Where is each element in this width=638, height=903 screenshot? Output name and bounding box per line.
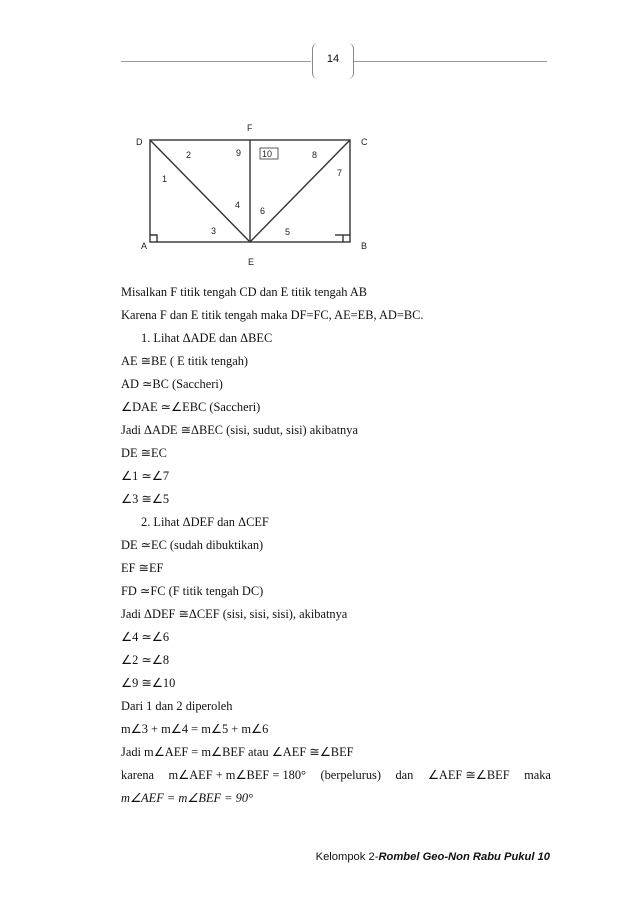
karena-word: karena bbox=[121, 768, 155, 782]
text-line: ∠9 ≅∠10 bbox=[121, 676, 176, 690]
angle-2-label: 2 bbox=[186, 150, 192, 160]
footer-italic: Rombel Geo-Non Rabu Pukul 10 bbox=[378, 851, 550, 863]
angle-3-label: 3 bbox=[211, 226, 217, 236]
text-line: Karena F dan E titik tengah maka DF=FC, AE=EB, AD=BC. bbox=[121, 308, 424, 322]
text-line: Jadi m∠AEF = m∠BEF atau ∠AEF ≅∠BEF bbox=[121, 745, 354, 759]
header-rule-left bbox=[121, 61, 311, 62]
header-rule-right bbox=[354, 61, 547, 62]
page-footer bbox=[310, 851, 550, 863]
footer-prefix: Kelompok 2- bbox=[315, 851, 379, 863]
text-line: AD ≃BC (Saccheri) bbox=[121, 377, 223, 391]
vertex-a-label: A bbox=[141, 241, 148, 251]
text-line: AE ≅BE ( E titik tengah) bbox=[121, 354, 249, 368]
text-line: m∠3 + m∠4 = m∠5 + m∠6 bbox=[121, 722, 269, 736]
text-line: ∠3 ≅∠5 bbox=[121, 492, 170, 506]
text-line: Dari 1 dan 2 diperoleh bbox=[121, 699, 233, 713]
text-line: ∠DAE ≃∠EBC (Saccheri) bbox=[121, 400, 261, 414]
text-line: Misalkan F titik tengah CD dan E titik tengah AB bbox=[121, 285, 368, 299]
vertex-c-label: C bbox=[361, 137, 368, 147]
right-angle-mark-a bbox=[150, 235, 157, 242]
step-2-heading: 2. Lihat ΔDEF dan ΔCEF bbox=[141, 515, 269, 529]
page-number: 14 bbox=[326, 53, 340, 65]
text-line: Jadi ΔADE ≅ΔBEC (sisi, sudut, sisi) akibatnya bbox=[121, 423, 358, 437]
angle-4-label: 4 bbox=[235, 200, 241, 210]
text-line: FD ≃FC (F titik tengah DC) bbox=[121, 584, 264, 598]
angle-6-label: 6 bbox=[260, 206, 266, 216]
text-line: ∠4 ≃∠6 bbox=[121, 630, 170, 644]
karena-line bbox=[121, 764, 551, 787]
karena-equation: m∠AEF + m∠BEF = 180° bbox=[168, 768, 306, 782]
conclusion-line: m∠AEF = m∠BEF = 90° bbox=[121, 791, 253, 805]
karena-maka: maka bbox=[524, 768, 551, 782]
karena-congruence: ∠AEF ≅∠BEF bbox=[427, 768, 510, 782]
saccheri-quadrilateral-figure bbox=[132, 118, 382, 268]
proof-text bbox=[121, 281, 551, 810]
karena-reason: (berpelurus) bbox=[320, 768, 382, 782]
text-line: ∠1 ≃∠7 bbox=[121, 469, 170, 483]
vertex-b-label: B bbox=[361, 241, 368, 251]
angle-5-label: 5 bbox=[285, 227, 291, 237]
karena-dan: dan bbox=[395, 768, 414, 782]
text-line: EF ≅EF bbox=[121, 561, 164, 575]
text-line: Jadi ΔDEF ≅ΔCEF (sisi, sisi, sisi), akibatnya bbox=[121, 607, 348, 621]
angle-9-label: 9 bbox=[236, 148, 242, 158]
text-line: DE ≃EC (sudah dibuktikan) bbox=[121, 538, 264, 552]
text-line: ∠2 ≃∠8 bbox=[121, 653, 170, 667]
angle-7-label: 7 bbox=[337, 168, 343, 178]
vertex-d-label: D bbox=[136, 137, 143, 147]
segment-de bbox=[150, 140, 250, 242]
step-1-heading: 1. Lihat ΔADE dan ΔBEC bbox=[141, 331, 273, 345]
vertex-f-label: F bbox=[247, 123, 253, 133]
angle-10-label: 10 bbox=[262, 149, 273, 159]
text-line: DE ≅EC bbox=[121, 446, 167, 460]
angle-1-label: 1 bbox=[162, 174, 168, 184]
angle-8-label: 8 bbox=[312, 150, 318, 160]
vertex-e-label: E bbox=[248, 257, 255, 267]
